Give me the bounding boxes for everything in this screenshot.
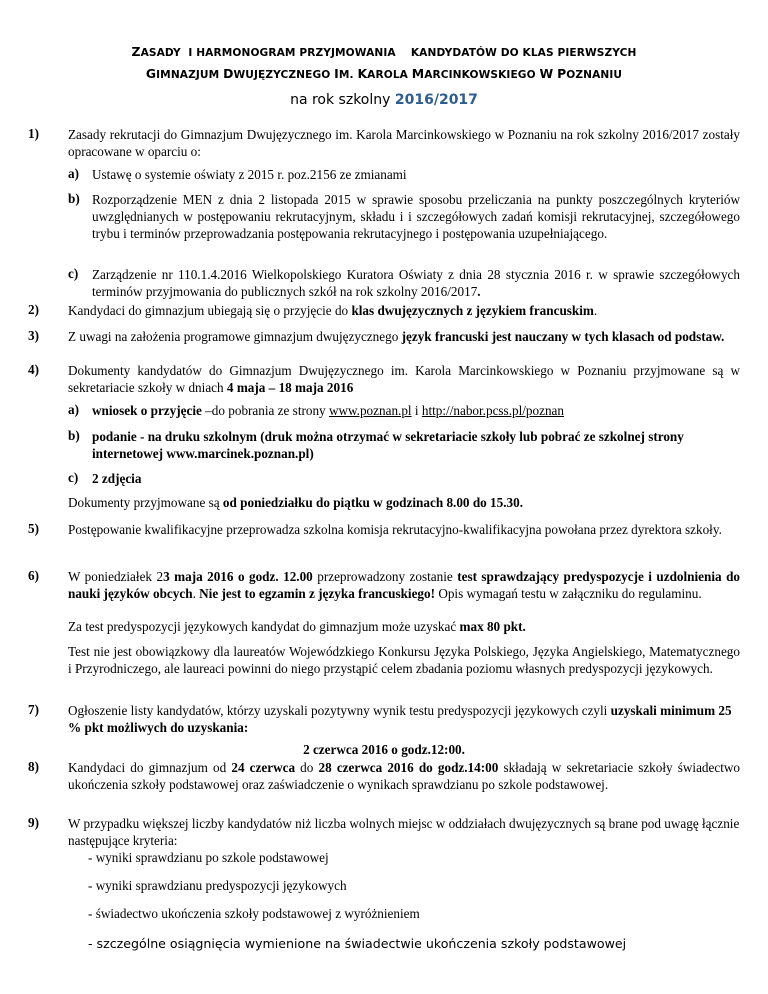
item-number-9: 9) xyxy=(28,815,39,830)
item-number-5: 5) xyxy=(28,521,39,536)
criteria-item: - świadectwo ukończenia szkoły podstawowej z wyróżnieniem xyxy=(88,906,420,921)
item-1c-label: c) xyxy=(68,266,79,281)
item-5-text: Postępowanie kwalifikacyjne przeprowadza szkolna komisja rekrutacyjno-kwalifikacyjna powołana przez dyrektora szkoły. xyxy=(68,522,722,537)
item-6-max-points: Za test predyspozycji językowych kandydat do gimnazjum może uzyskać max 80 pkt. xyxy=(68,619,526,634)
criteria-item: - wyniki sprawdzianu po szkole podstawowej xyxy=(88,850,329,865)
title-line-1: ZASADY I HARMONOGRAM PRZYJMOWANIA KANDYDATÓW DO KLAS PIERWSZYCH xyxy=(131,44,637,59)
item-4b-label: b) xyxy=(68,428,80,443)
item-8-text: Kandydaci do gimnazjum od 24 czerwca do 28 czerwca 2016 do godz.14:00 składają w sekretariacie szkoły świadectwo ukończenia szkoły podstawowej oraz zaświadczenie o wynikach sprawdzianu po szkole podstawowej. xyxy=(68,760,741,792)
item-1a-label: a) xyxy=(68,166,79,181)
link-poznan[interactable]: www.poznan.pl xyxy=(328,403,412,418)
item-number-3: 3) xyxy=(28,328,39,343)
item-2-text: Kandydaci do gimnazjum ubiegają się o przyjęcie do klas dwujęzycznych z językiem francuskim. xyxy=(68,303,598,318)
item-9-text: W przypadku większej liczby kandydatów niż liczba wolnych miejsc w oddziałach dwujęzycznych są brane pod uwagę łącznie następujące kryteria: xyxy=(68,816,740,848)
item-4a-label: a) xyxy=(68,402,79,417)
item-number-8: 8) xyxy=(28,759,39,774)
item-1b-label: b) xyxy=(68,191,80,206)
item-4-text: Dokumenty kandydatów do Gimnazjum Dwujęzycznego im. Karola Marcinkowskiego w Poznaniu przyjmowane są w sekretariacie szkoły w dniach 4 maja – 18 maja 2016 xyxy=(68,363,740,395)
school-year: 2016/2017 xyxy=(394,92,478,108)
item-number-6: 6) xyxy=(28,568,39,583)
item-3-text: Z uwagi na założenia programowe gimnazjum dwujęzycznego język francuski jest nauczany w tych klasach od podstaw. xyxy=(68,329,725,344)
criteria-item: - wyniki sprawdzianu predyspozycji językowych xyxy=(88,878,347,893)
item-4a-text: wniosek o przyjęcie –do pobrania ze strony www.poznan.pl i http://nabor.pcss.pl/poznan xyxy=(92,403,564,418)
item-4b-text: podanie - na druku szkolnym (druk można otrzymać w sekretariacie szkoły lub pobrać ze szkolnej strony internetowej www.marcinek.poznan.pl) xyxy=(92,429,684,461)
item-4c-text: 2 zdjęcia xyxy=(92,471,142,486)
item-number-1: 1) xyxy=(28,126,39,141)
item-7-text: Ogłoszenie listy kandydatów, którzy uzyskali pozytywny wynik testu predyspozycji językowych czyli uzyskali minimum 25 % pkt możliwych do uzyskania: xyxy=(68,703,732,735)
criteria-item: - szczególne osiągnięcia wymienione na świadectwie ukończenia szkoły podstawowej xyxy=(88,936,627,951)
item-7-date: 2 czerwca 2016 o godz.12:00. xyxy=(303,742,465,757)
item-4-docs-hours: Dokumenty przyjmowane są od poniedziałku do piątku w godzinach 8.00 do 15.30. xyxy=(68,495,524,510)
item-number-4: 4) xyxy=(28,362,39,377)
item-6-laureates-note: Test nie jest obowiązkowy dla laureatów Wojewódzkiego Konkursu Języka Polskiego, Języka Angielskiego, Matematycznego i Przyrodniczego, ale laureaci powinni do niego przystąpić celem zbadania poziomu własnych predyspozycji językowych. xyxy=(68,644,740,676)
item-4c-label: c) xyxy=(68,470,79,485)
item-1c-text: Zarządzenie nr 110.1.4.2016 Wielkopolskiego Kuratora Oświaty z dnia 28 stycznia 2016 r. w sprawie szczegółowych terminów przyjmowania do publicznych szkół na rok szkolny 2016/2017. xyxy=(92,267,740,299)
item-number-7: 7) xyxy=(28,702,39,717)
title-line-2: GIMNAZJUM DWUJĘZYCZNEGO IM. KAROLA MARCINKOWSKIEGO W POZNANIU xyxy=(145,66,623,81)
item-1a-text: Ustawę o systemie oświaty z 2015 r. poz.2156 ze zmianami xyxy=(92,167,407,182)
item-1-text: Zasady rekrutacji do Gimnazjum Dwujęzycznego im. Karola Marcinkowskiego w Poznaniu na rok szkolny 2016/2017 zostały opracowane w oparciu o: xyxy=(68,127,740,159)
subtitle: na rok szkolny 2016/2017 xyxy=(290,92,478,108)
item-6-text: W poniedziałek 23 maja 2016 o godz. 12.00 przeprowadzony zostanie test sprawdzający predyspozycje i uzdolnienia do nauki języków obcych. Nie jest to egzamin z języka francuskiego! Opis wymagań testu w załączniku do regulaminu. xyxy=(68,569,740,601)
item-1b-text: Rozporządzenie MEN z dnia 2 listopada 2015 w sprawie sposobu przeliczania na punkty poszczególnych kryteriów uwzględnianych w postępowaniu rekrutacyjnym, składu i i szczegółowych zadań komisji rekrutacyjnej, szczegółowego trybu i terminów przeprowadzania postępowania rekrutacyjnego i postępowania uzupełniającego. xyxy=(92,192,740,241)
item-number-2: 2) xyxy=(28,302,39,317)
link-nabor[interactable]: http://nabor.pcss.pl/poznan xyxy=(421,403,564,418)
